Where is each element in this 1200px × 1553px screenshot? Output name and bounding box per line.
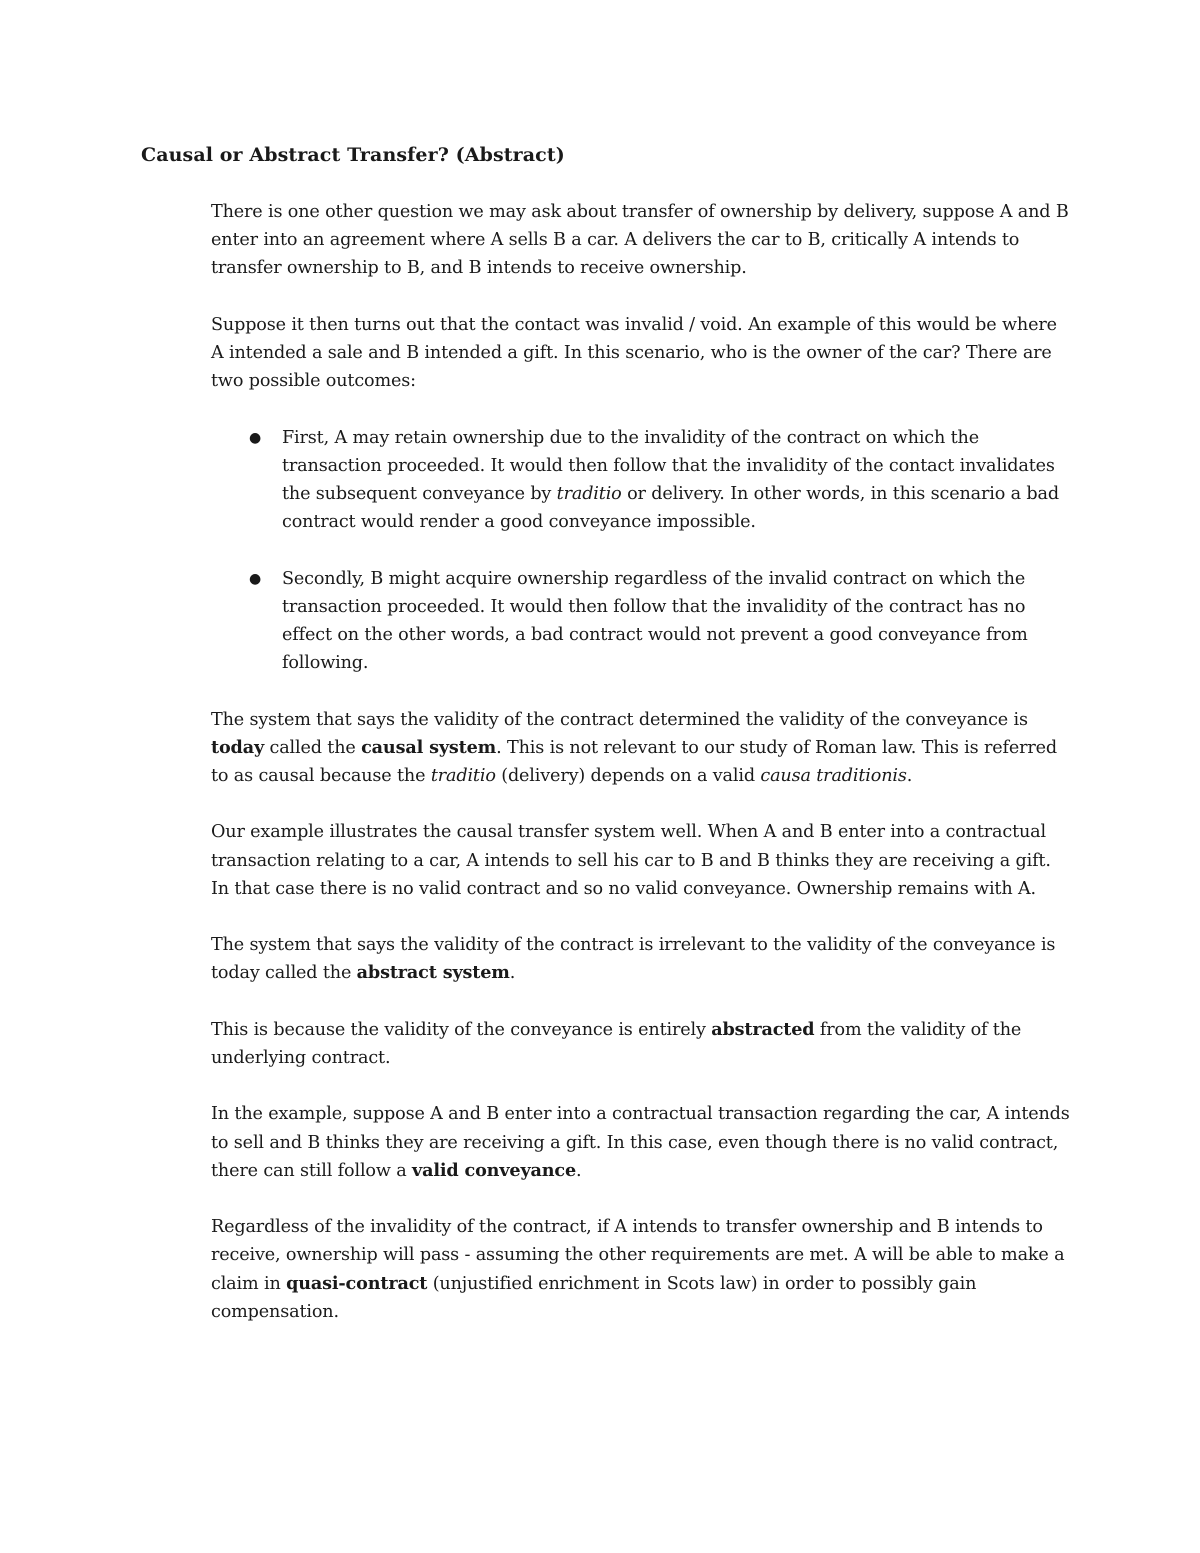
list-item xyxy=(211,424,1071,537)
paragraph-causal-system: The system that says the validity of the contract determined the validity of the conveyance is today called the causal system. This is not relevant to our study of Roman law. This is referred to as causal because the traditio (delivery) depends on a valid causa traditionis. xyxy=(211,709,1057,786)
document-body xyxy=(211,198,1071,1354)
list-item-text: Secondly, B might acquire ownership regardless of the invalid contract on which the transaction proceeded. It would then follow that the invalidity of the contract has no effect on the other words, a bad contract would not prevent a good conveyance from following. xyxy=(282,568,1028,674)
bullet-icon: ● xyxy=(249,429,262,446)
paragraph-causal-example: Our example illustrates the causal transfer system well. When A and B enter into a contractual transaction relating to a car, A intends to sell his car to B and B thinks they are receiving a gift. In that case there is no valid contract and so no valid conveyance. Ownership remains with A. xyxy=(211,822,1051,899)
paragraph-intro: There is one other question we may ask about transfer of ownership by delivery, suppose A and B enter into an agreement where A sells B a car. A delivers the car to B, critically A intends to transfer ownership to B, and B intends to receive ownership. xyxy=(211,202,1069,279)
paragraph-abstract-example: In the example, suppose A and B enter into a contractual transaction regarding the car, A intends to sell and B thinks they are receiving a gift. In this case, even though there is no valid contract, there can still follow a valid conveyance. xyxy=(211,1104,1070,1181)
document-title: Causal or Abstract Transfer? (Abstract) xyxy=(141,144,565,166)
list-item-text: First, A may retain ownership due to the invalidity of the contract on which the transaction proceeded. It would then follow that the invalidity of the contact invalidates the subsequent conveyance by traditio or delivery. In other words, in this scenario a bad contract would render a good conveyance impossible. xyxy=(282,427,1059,533)
paragraph-abstract-system: The system that says the validity of the contract is irrelevant to the validity of the conveyance is today called the abstract system. xyxy=(211,935,1056,984)
paragraph-quasi-contract: Regardless of the invalidity of the contract, if A intends to transfer ownership and B intends to receive, ownership will pass - assuming the other requirements are met. A will be able to make a claim in quasi-contract (unjustified enrichment in Scots law) in order to possibly gain compensation. xyxy=(211,1217,1065,1322)
paragraph-abstracted: This is because the validity of the conveyance is entirely abstracted from the validity of the underlying contract. xyxy=(211,1018,1022,1068)
list-item xyxy=(211,565,1071,678)
paragraph-scenario: Suppose it then turns out that the contact was invalid / void. An example of this would be where A intended a sale and B intended a gift. In this scenario, who is the owner of the car? There are two possible outcomes: xyxy=(211,314,1057,392)
outcomes-list xyxy=(211,424,1071,678)
bullet-icon: ● xyxy=(249,570,262,587)
